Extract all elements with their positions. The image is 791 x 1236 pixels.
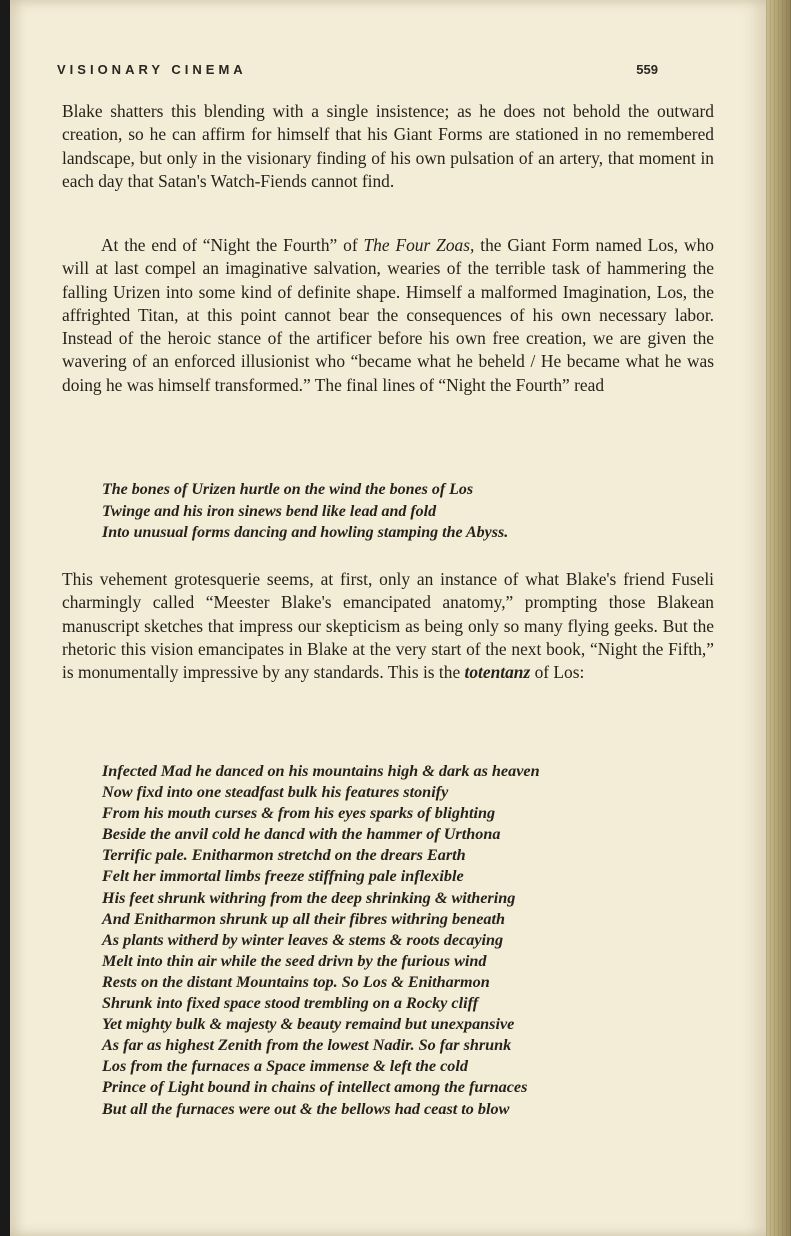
- paragraph-3-text: [62, 568, 714, 684]
- verse-line: Into unusual forms dancing and howling stamping the Abyss.: [102, 524, 509, 541]
- verse-line: As far as highest Zenith from the lowest Nadir. So far shrunk: [102, 1036, 512, 1055]
- verse-line: The bones of Urizen hurtle on the wind the bones of Los: [102, 481, 474, 498]
- verse-line: Melt into thin air while the seed drivn by the furious wind: [102, 951, 487, 970]
- verse-quotation-2: [102, 761, 702, 1120]
- paragraph-1: [62, 100, 714, 193]
- paragraph-1-text: Blake shatters this blending with a single insistence; as he does not behold the outward creation, so he can affirm for himself that his Giant Forms are stationed in no remembered landscape, but only in the visionary finding of his own pulsation of an artery, that moment in each day that Satan's Watch-Fiends cannot find.: [62, 101, 714, 191]
- paragraph-2: [62, 234, 714, 397]
- verse-line: From his mouth curses & from his eyes sparks of blighting: [102, 804, 496, 823]
- verse-line: Yet mighty bulk & majesty & beauty remaind but unexpansive: [102, 1015, 515, 1034]
- running-head: VISIONARY CINEMA: [57, 62, 247, 77]
- verse-line: Beside the anvil cold he dancd with the hammer of Urthona: [102, 825, 501, 844]
- page-number: 559: [636, 62, 658, 77]
- paragraph-3-body: This vehement grotesquerie seems, at first, only an instance of what Blake's friend Fuseli charmingly called “Meester Blake's emancipated anatomy,” prompting those Blakean manuscript sketches that impress our skepticism as being only so many flying geeks. But the rhetoric this vision emancipates in Blake at the very start of the next book, “Night the Fifth,” is monumentally impressive by any standards. This is the: [62, 569, 714, 683]
- verse-line: Infected Mad he danced on his mountains high & dark as heaven: [102, 762, 540, 780]
- page-edge: [766, 0, 791, 1236]
- term-totentanz: totentanz: [464, 662, 531, 683]
- verse-line: Rests on the distant Mountains top. So Los & Enitharmon: [102, 972, 490, 991]
- verse-line: As plants witherd by winter leaves & stems & roots decaying: [102, 930, 504, 949]
- verse-quotation-1: [102, 479, 702, 544]
- paragraph-3: [62, 568, 714, 684]
- paragraph-3-tail: of Los:: [530, 662, 585, 683]
- verse-line: Felt her immortal limbs freeze stiffning pale inflexible: [102, 867, 464, 886]
- verse-line: Prince of Light bound in chains of intellect among the furnaces: [102, 1078, 528, 1097]
- verse-line: Los from the furnaces a Space immense & left the cold: [102, 1057, 468, 1076]
- verse-line: And Enitharmon shrunk up all their fibres withring beneath: [102, 909, 506, 928]
- work-title-four-zoas: The Four Zoas,: [363, 235, 475, 255]
- paragraph-2-text: [62, 234, 714, 397]
- paragraph-2-body: the Giant Form named Los, who will at last compel an imaginative salvation, wearies of the terrible task of hammering the falling Urizen into some kind of definite shape. Himself a malformed Imagination, Los, the affrighted Titan, at this point cannot bear the consequences of his own necessary labor. Instead of the heroic stance of the artificer before his own free creation, we are given the wavering of an enforced illusionist who “became what he beheld / He became what he was doing he was himself transformed.” The final lines of “Night the Fourth” read: [62, 235, 714, 395]
- verse-line: Shrunk into fixed space stood trembling on a Rocky cliff: [102, 994, 479, 1013]
- verse-line: Twinge and his iron sinews bend like lead and fold: [102, 502, 437, 520]
- verse-line: Now fixd into one steadfast bulk his features stonify: [102, 783, 449, 802]
- paragraph-2-lead: At the end of “Night the Fourth” of: [101, 235, 364, 255]
- verse-line: His feet shrunk withring from the deep shrinking & withering: [102, 888, 516, 907]
- verse-line: But all the furnaces were out & the bellows had ceast to blow: [102, 1099, 510, 1118]
- book-page: [10, 0, 766, 1236]
- verse-line: Terrific pale. Enitharmon stretchd on the drears Earth: [102, 846, 466, 865]
